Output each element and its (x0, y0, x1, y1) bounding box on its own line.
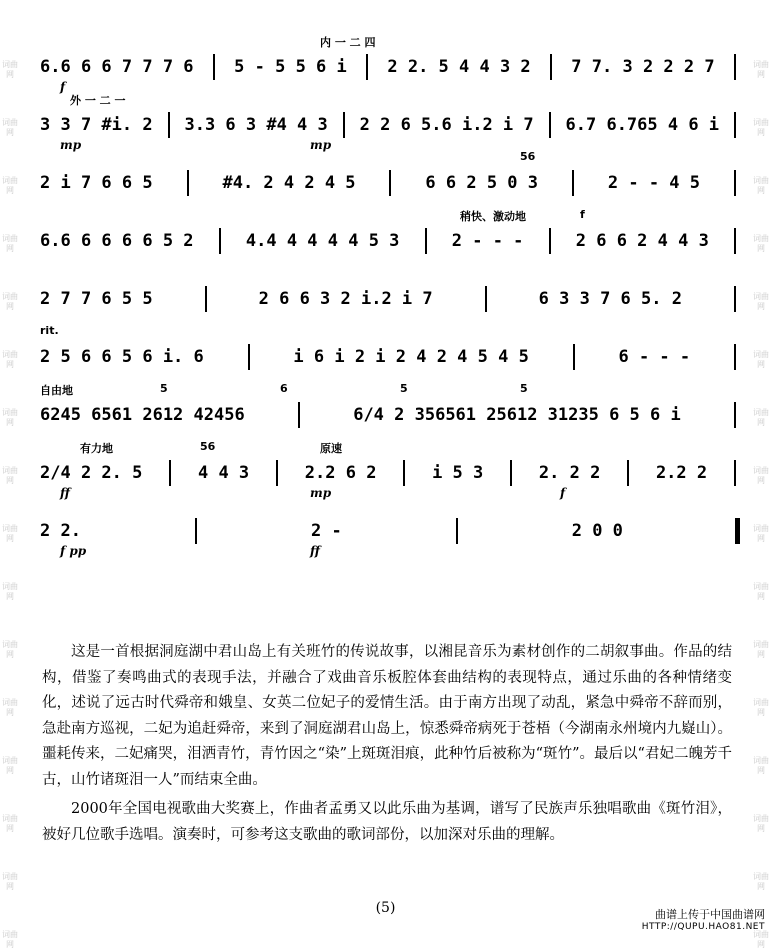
expression-marks (40, 436, 740, 460)
expression-mark: 56 (200, 440, 216, 453)
score-system (40, 378, 740, 436)
watermark-mark: 词曲网 (2, 176, 18, 195)
measure: 2.2 6 2 (304, 463, 377, 483)
expression-mark: 外 一 二 一 (70, 94, 126, 107)
barline (510, 460, 512, 486)
dynamic-mark: mp (60, 138, 82, 152)
measure: i 6 i 2 i 2 4 2 4 5 4 5 (293, 347, 529, 367)
watermark-mark: 词曲网 (753, 350, 769, 369)
watermark-mark: 词曲网 (753, 698, 769, 717)
measure: 6245 6561 2612 42456 (40, 405, 245, 425)
barline (734, 112, 736, 138)
measure: 3 3 7 #i. 2 (40, 115, 153, 135)
measure: 6.6 6 6 7 7 7 6 (40, 57, 194, 77)
barline (213, 54, 215, 80)
barline (343, 112, 345, 138)
watermark-mark: 词曲网 (753, 292, 769, 311)
barline (219, 228, 221, 254)
expression-mark: 内 一 二 四 (320, 36, 376, 49)
barline (734, 286, 736, 312)
score-system (40, 88, 740, 152)
watermark-mark: 词曲网 (2, 118, 18, 137)
expression-marks (40, 146, 740, 170)
measure: 6.6 6 6 6 6 5 2 (40, 231, 194, 251)
site-credit-title: 曲谱上传于中国曲谱网 (655, 908, 765, 921)
score-system (40, 204, 740, 262)
measure: 4.4 4 4 4 4 5 3 (245, 231, 400, 251)
left-watermark-strip (2, 0, 18, 949)
measure: 5 - 5 5 6 i (234, 57, 347, 77)
barline (734, 228, 736, 254)
expression-mark: 自由地 (40, 384, 73, 397)
measure: 6 3 3 7 6 5. 2 (538, 289, 682, 309)
expression-mark: 5 (400, 382, 408, 395)
site-credit-url: HTTP://QUPU.HAO81.NET (641, 922, 765, 932)
expression-marks (40, 494, 740, 518)
expression-mark: 稍快、激动地 (460, 210, 526, 223)
dynamics-line (40, 544, 740, 558)
measure: 6 6 2 5 0 3 (425, 173, 538, 193)
watermark-mark: 词曲网 (2, 524, 18, 543)
barline (298, 402, 300, 428)
watermark-mark: 词曲网 (2, 350, 18, 369)
barline (168, 112, 170, 138)
barline (734, 402, 736, 428)
dynamic-mark: mp (310, 486, 332, 500)
watermark-mark: 词曲网 (2, 408, 18, 427)
expression-mark: 56 (520, 150, 536, 163)
score-system (40, 262, 740, 320)
watermark-mark: 词曲网 (2, 814, 18, 833)
watermark-mark: 词曲网 (753, 814, 769, 833)
watermark-mark: 词曲网 (2, 466, 18, 485)
expression-mark: rit. (40, 324, 59, 337)
expression-mark: 6 (280, 382, 288, 395)
barline (389, 170, 391, 196)
notation-line (40, 52, 740, 82)
barline (549, 112, 551, 138)
description-text (42, 640, 732, 848)
measure: 2 - - - (451, 231, 524, 251)
watermark-mark: 词曲网 (2, 698, 18, 717)
barline (366, 54, 368, 80)
watermark-mark: 词曲网 (2, 872, 18, 891)
barline (572, 170, 574, 196)
paragraph-1: 这是一首根据洞庭湖中君山岛上有关班竹的传说故事，以湘昆音乐为素材创作的二胡叙事曲。作品的结构，借鉴了奏鸣曲式的表现手法，并融合了戏曲音乐板腔体套曲结构的表现特点，通过乐曲的各种情绪变化，述说了远古时代舜帝和娥皇、女英二位妃子的爱情生活。由于南方出现了动乱，紧急中舜帝不辞而别，急赴南方巡视，二妃为追赶舜帝，来到了洞庭湖君山岛上，惊悉舜帝病死于苍梧（今湖南永州境内九嶷山）。噩耗传来，二妃痛哭，泪洒青竹，青竹因之“染”上斑斑泪痕，此种竹后被称为“斑竹”。最后以“君妃二魄芳千古，山竹诸斑泪一人”而结束全曲。 (42, 644, 732, 788)
measure: 2 6 6 3 2 i.2 i 7 (258, 289, 433, 309)
measure: 2 6 6 2 4 4 3 (575, 231, 709, 251)
score-system (40, 320, 740, 378)
barline (550, 54, 552, 80)
expression-mark: 有力地 (80, 442, 113, 455)
barline (276, 460, 278, 486)
measure: 2 2 6 5.6 i.2 i 7 (359, 115, 534, 135)
measure: 2 2. 5 4 4 3 2 (387, 57, 531, 77)
measure: 2 i 7 6 6 5 (40, 173, 153, 193)
watermark-mark: 词曲网 (753, 176, 769, 195)
measure: 2 - (310, 521, 342, 541)
expression-marks (40, 204, 740, 228)
notation-line (40, 400, 740, 430)
barline (734, 170, 736, 196)
expression-marks (40, 320, 740, 344)
score-system (40, 494, 740, 558)
score-system (40, 436, 740, 500)
paragraph-2: 2000年全国电视歌曲大奖赛上，作曲者孟勇又以此乐曲为基调，谱写了民族声乐独唱歌曲《斑竹泪》，被好几位歌手选唱。演奏时，可参考这支歌曲的歌词部份，以加深对乐曲的理解。 (42, 801, 732, 843)
watermark-mark: 词曲网 (2, 582, 18, 601)
notation-line (40, 342, 740, 372)
measure: 4 4 3 (197, 463, 250, 483)
watermark-mark: 词曲网 (2, 234, 18, 253)
dynamic-mark: ff (310, 544, 320, 558)
barline (205, 286, 207, 312)
measure: 7 7. 3 2 2 2 7 (571, 57, 715, 77)
final-barline (735, 518, 740, 544)
watermark-mark: 词曲网 (2, 292, 18, 311)
music-score (40, 30, 740, 558)
right-watermark-strip (753, 0, 769, 949)
page-number: (5) (375, 900, 396, 916)
expression-marks (40, 378, 740, 402)
notation-line (40, 516, 740, 546)
notation-line (40, 458, 740, 488)
measure: 2 7 7 6 5 5 (40, 289, 153, 309)
barline (425, 228, 427, 254)
measure: 2 2. (40, 521, 81, 541)
dynamic-mark: ff (60, 486, 70, 500)
barline (456, 518, 458, 544)
barline (627, 460, 629, 486)
watermark-mark: 词曲网 (753, 60, 769, 79)
barline (403, 460, 405, 486)
barline (248, 344, 250, 370)
watermark-mark: 词曲网 (2, 930, 18, 949)
watermark-mark: 词曲网 (753, 466, 769, 485)
expression-mark: 5 (520, 382, 528, 395)
measure: 6 - - - (618, 347, 691, 367)
measure: 2 0 0 (571, 521, 623, 541)
score-system (40, 30, 740, 94)
measure: 2. 2 2 (538, 463, 601, 483)
measure: 2/4 2 2. 5 (40, 463, 143, 483)
measure: 2.2 2 (655, 463, 708, 483)
measure: 3.3 6 3 #4 4 3 (184, 115, 328, 135)
watermark-mark: 词曲网 (2, 60, 18, 79)
watermark-mark: 词曲网 (753, 118, 769, 137)
watermark-mark: 词曲网 (2, 640, 18, 659)
measure: #4. 2 4 2 4 5 (222, 173, 356, 193)
watermark-mark: 词曲网 (753, 524, 769, 543)
watermark-mark: 词曲网 (753, 582, 769, 601)
barline (734, 54, 736, 80)
notation-line (40, 110, 740, 140)
site-credit (642, 908, 765, 934)
barline (485, 286, 487, 312)
barline (169, 460, 171, 486)
dynamic-mark: f pp (60, 544, 87, 558)
notation-line (40, 168, 740, 198)
expression-mark: f (580, 208, 585, 221)
dynamic-mark: mp (310, 138, 332, 152)
watermark-mark: 词曲网 (753, 640, 769, 659)
expression-mark: 原速 (320, 442, 342, 455)
measure: 6/4 2 356561 25612 31235 6 5 6 i (353, 405, 681, 425)
measure: 2 - - 4 5 (607, 173, 700, 193)
measure: 6.7 6.765 4 6 i (565, 115, 720, 135)
watermark-mark: 词曲网 (753, 930, 769, 949)
measure: i 5 3 (432, 463, 484, 483)
notation-line (40, 284, 740, 314)
dynamic-mark: f (560, 486, 566, 500)
barline (187, 170, 189, 196)
watermark-mark: 词曲网 (753, 872, 769, 891)
watermark-mark: 词曲网 (753, 756, 769, 775)
expression-marks (40, 30, 740, 54)
expression-mark: 5 (160, 382, 168, 395)
expression-marks (40, 88, 740, 112)
barline (549, 228, 551, 254)
barline (734, 460, 736, 486)
watermark-mark: 词曲网 (753, 408, 769, 427)
watermark-mark: 词曲网 (753, 234, 769, 253)
measure: 2 5 6 6 5 6 i. 6 (40, 347, 204, 367)
expression-marks (40, 262, 740, 286)
dynamic-mark: f (60, 80, 66, 94)
watermark-mark: 词曲网 (2, 756, 18, 775)
notation-line (40, 226, 740, 256)
barline (734, 344, 736, 370)
barline (195, 518, 197, 544)
barline (573, 344, 575, 370)
score-system (40, 146, 740, 204)
